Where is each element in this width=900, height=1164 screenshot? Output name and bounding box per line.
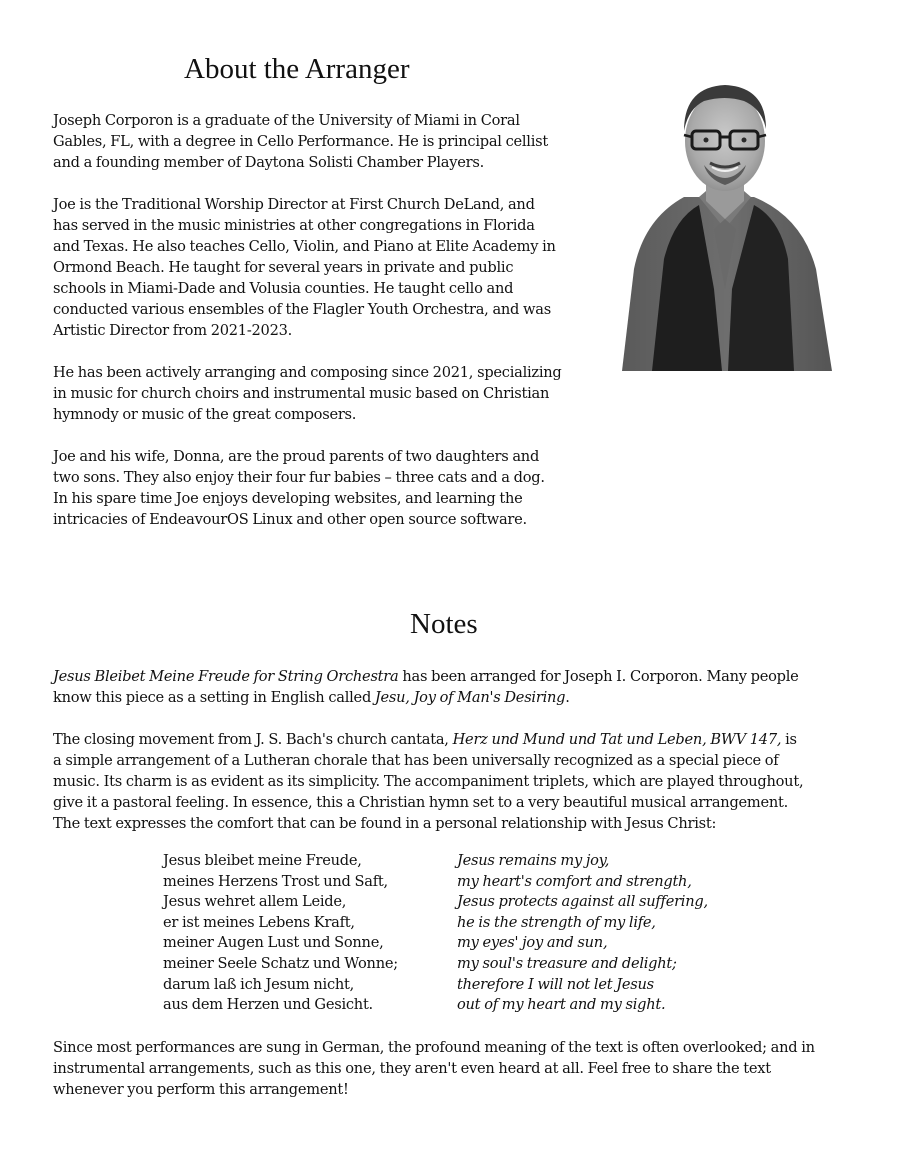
text-line: He has been actively arranging and composing since 2021, specializing [53, 364, 562, 381]
text-line: has served in the music ministries at other congregations in Florida [53, 217, 535, 234]
verse-line: meiner Augen Lust und Sonne, [163, 934, 384, 952]
verse-line: meiner Seele Schatz und Wonne; [163, 954, 398, 972]
text-line: and Texas. He also teaches Cello, Violin, and Piano at Elite Academy in [53, 238, 556, 255]
about-paragraph-4 [53, 446, 593, 530]
text-fragment: The closing movement from J. S. Bach's church cantata, [53, 731, 453, 748]
verse-line: Jesus wehret allem Leide, [163, 893, 347, 911]
about-heading: About the Arranger [184, 53, 410, 85]
text-line: Artistic Director from 2021-2023. [53, 322, 293, 339]
about-paragraph-2 [53, 194, 593, 341]
verse-english-column [457, 851, 708, 1016]
text-fragment: is [781, 731, 797, 748]
text-line: music. Its charm is as evident as its simplicity. The accompaniment triplets, which are played throughout, [53, 773, 804, 790]
text-line: give it a pastoral feeling. In essence, this a Christian hymn set to a very beautiful musical arrangement. [53, 794, 789, 811]
verse-german-column [163, 851, 398, 1016]
verse-line: darum laß ich Jesum nicht, [163, 975, 355, 993]
notes-intro-paragraph [53, 666, 853, 708]
notes-heading: Notes [410, 608, 478, 640]
verse-line: meines Herzens Trost und Saft, [163, 872, 388, 890]
text-line: hymnody or music of the great composers. [53, 406, 357, 423]
about-paragraph-3 [53, 362, 593, 425]
text-line [53, 687, 853, 708]
verse-line: therefore I will not let Jesus [457, 975, 654, 993]
text-line: Since most performances are sung in German, the profound meaning of the text is often overlooked; and in [53, 1039, 815, 1056]
text-line: Ormond Beach. He taught for several years in private and public [53, 259, 514, 276]
text-line: intricacies of EndeavourOS Linux and other open source software. [53, 511, 527, 528]
text-line: Gables, FL, with a degree in Cello Performance. He is principal cellist [53, 133, 548, 150]
text-line: in music for church choirs and instrumental music based on Christian [53, 385, 550, 402]
work-title: Jesus Bleibet Meine Freude for String Orchestra [53, 668, 399, 685]
text-fragment: has been arranged for Joseph I. Corporon. Many people [398, 668, 799, 685]
text-fragment: know this piece as a setting in English called [53, 689, 375, 706]
verse-line: Jesus protects against all suffering, [457, 893, 708, 911]
text-line: The text expresses the comfort that can be found in a personal relationship with Jesus Christ: [53, 815, 717, 832]
verse-line: Jesus bleibet meine Freude, [163, 852, 362, 869]
arranger-portrait-photo [604, 79, 833, 371]
text-line: two sons. They also enjoy their four fur babies – three cats and a dog. [53, 469, 545, 486]
cantata-title: Herz und Mund und Tat und Leben, BWV 147, [452, 731, 782, 748]
verse-line: my heart's comfort and strength, [457, 872, 692, 890]
notes-body [53, 666, 853, 834]
text-line: conducted various ensembles of the Flagler Youth Orchestra, and was [53, 301, 551, 318]
text-line: instrumental arrangements, such as this one, they aren't even heard at all. Feel free to share the text [53, 1060, 771, 1077]
text-line: Joe and his wife, Donna, are the proud parents of two daughters and [53, 448, 540, 465]
notes-closing-paragraph [53, 1037, 853, 1100]
verse-line: my eyes' joy and sun, [457, 934, 608, 952]
about-paragraph-1 [53, 110, 593, 173]
verse-line: Jesus remains my joy, [457, 852, 610, 869]
text-line: whenever you perform this arrangement! [53, 1081, 349, 1098]
verse-line: he is the strength of my life, [457, 913, 656, 931]
text-line: Joe is the Traditional Worship Director at First Church DeLand, and [53, 196, 535, 213]
text-line: In his spare time Joe enjoys developing websites, and learning the [53, 490, 523, 507]
text-line [53, 666, 853, 687]
text-line: a simple arrangement of a Lutheran chorale that has been universally recognized as a special piece of [53, 752, 779, 769]
text-fragment: . [565, 689, 570, 706]
english-title: Jesu, Joy of Man's Desiring [374, 689, 566, 706]
text-line: and a founding member of Daytona Solisti Chamber Players. [53, 154, 484, 171]
about-body [53, 110, 593, 530]
text-line: schools in Miami-Dade and Volusia counties. He taught cello and [53, 280, 514, 297]
notes-cantata-paragraph [53, 729, 853, 834]
text-line: Joseph Corporon is a graduate of the University of Miami in Coral [53, 112, 520, 129]
verse-line: my soul's treasure and delight; [457, 954, 677, 972]
verse-line: er ist meines Lebens Kraft, [163, 913, 355, 931]
verse-line: aus dem Herzen und Gesicht. [163, 996, 373, 1014]
text-line [53, 729, 853, 750]
verse-line: out of my heart and my sight. [457, 996, 666, 1014]
